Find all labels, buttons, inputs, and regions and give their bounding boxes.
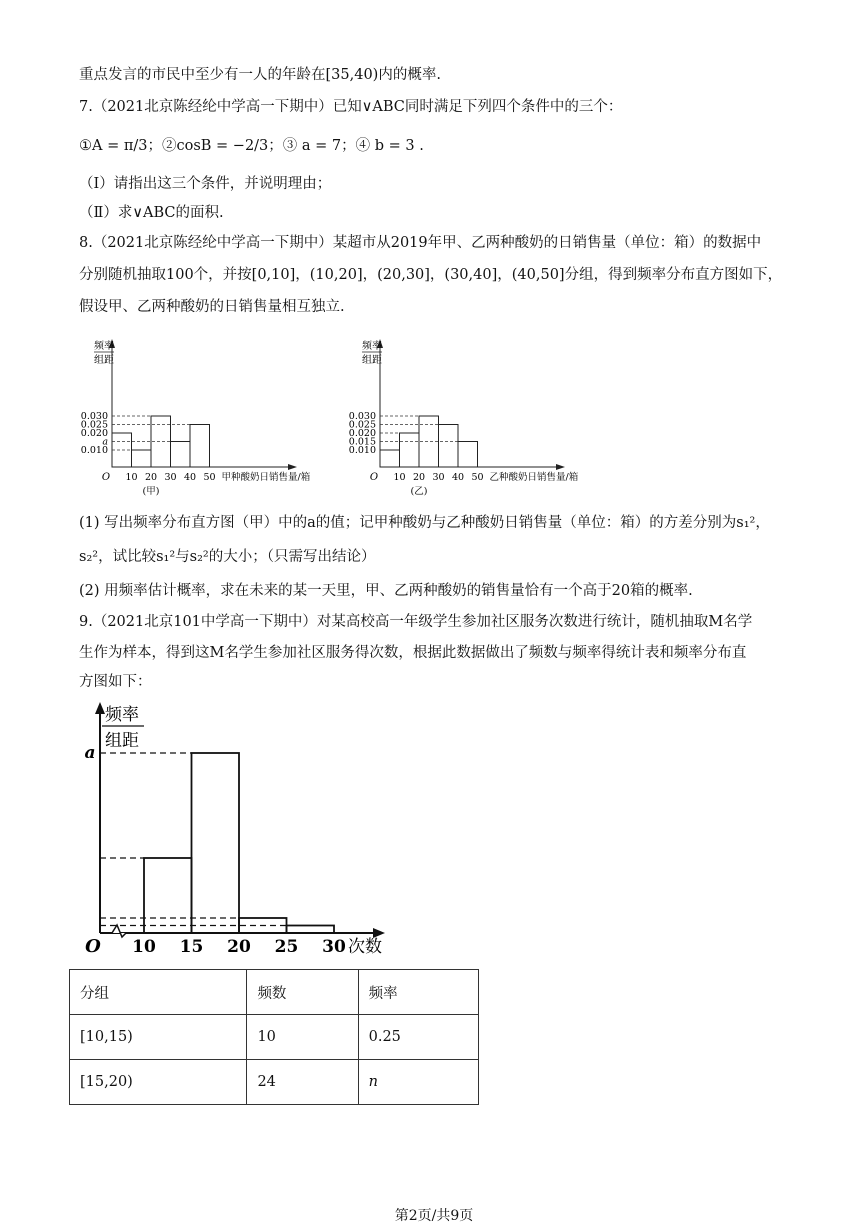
y-tick-label: 0.020 [348, 428, 376, 439]
origin-label: O [101, 472, 111, 483]
histogram-bar [380, 450, 400, 467]
axis-break [112, 925, 126, 937]
question-9-heading: 9.（2021北京101中学高一下期中）对某高校高一年级学生参加社区服务次数进行统计，随机抽取M名学 [79, 614, 753, 630]
histogram-bar [192, 753, 240, 933]
chart-caption: (乙) [410, 486, 428, 497]
table-cell: 10 [247, 1015, 358, 1060]
table-row [70, 1060, 479, 1105]
x-tick-label: 10 [393, 472, 406, 483]
histogram-yi [340, 335, 620, 505]
question-8-line-2: 分别随机抽取100个，并按[0,10]，(10,20]，(20,30]，(30,40]，(40,50]分组，得到频率分布直方图如下， [79, 267, 783, 283]
chart-caption: (甲) [142, 486, 160, 497]
table-cell: [15,20) [70, 1060, 247, 1105]
question-7-part-ii: （Ⅱ）求∨ABC的面积. [79, 205, 224, 221]
x-tick-label: 50 [471, 472, 484, 483]
x-tick-label: 25 [274, 937, 299, 957]
frequency-table [69, 969, 479, 1105]
x-tick-label: 30 [432, 472, 445, 483]
y-tick-label: a [102, 436, 108, 448]
table-header-cell: 频数 [247, 970, 358, 1015]
x-axis-label: 次数 [348, 937, 382, 957]
y-tick-label: 0.020 [80, 428, 108, 439]
x-tick-label: 40 [451, 472, 465, 483]
question-7-conditions: ①A = π/3；②cosB = −2/3；③ a = 7；④ b = 3 . [79, 138, 424, 154]
y-tick-label: 0.010 [348, 445, 376, 456]
y-label-bottom: 组距 [105, 731, 139, 751]
y-axis-arrow [95, 702, 105, 714]
x-axis-label: 乙种酸奶日销售量/箱 [489, 472, 579, 483]
y-label-top: 频率 [94, 341, 114, 352]
table-row [70, 1015, 479, 1060]
question-8-part-2: (2) 用频率估计概率，求在未来的某一天里，甲、乙两种酸奶的销售量恰有一个高于20箱的概率. [79, 583, 693, 599]
y-tick-label: a [84, 743, 96, 763]
y-tick-label: 0.010 [80, 445, 108, 456]
table-cell: n [358, 1060, 478, 1105]
question-7-heading: 7.（2021北京陈经纶中学高一下期中）已知∨ABC同时满足下列四个条件中的三个： [79, 99, 623, 115]
histogram-bar [287, 926, 335, 934]
x-axis-label: 甲种酸奶日销售量/箱 [221, 472, 311, 483]
x-tick-label: 20 [227, 937, 251, 957]
histogram-service-count [75, 700, 405, 962]
y-tick-label: 0.025 [80, 419, 108, 431]
table-cell: [10,15) [70, 1015, 247, 1060]
question-8-line-3: 假设甲、乙两种酸奶的日销售量相互独立. [79, 299, 345, 315]
histogram-bar [132, 450, 152, 467]
histogram-bar [190, 425, 210, 468]
y-label-top: 频率 [105, 705, 139, 725]
y-tick-label: 0.030 [80, 411, 108, 422]
table-header-cell: 频率 [358, 970, 478, 1015]
x-tick-label: 30 [164, 472, 177, 483]
question-7-part-i: （Ⅰ）请指出这三个条件，并说明理由； [79, 176, 332, 192]
table-header-cell: 分组 [70, 970, 247, 1015]
y-label-bottom: 组距 [362, 355, 382, 366]
x-tick-label: 40 [183, 472, 197, 483]
question-9-line-3: 方图如下： [79, 674, 152, 690]
table-cell: 0.25 [358, 1015, 478, 1060]
histogram-bar [458, 442, 478, 468]
y-label-bottom: 组距 [94, 355, 114, 366]
page-footer: 第2页/共9页 [394, 1208, 474, 1224]
text-line: 重点发言的市民中至少有一人的年龄在[35,40)内的概率. [79, 67, 441, 83]
y-tick-label: 0.030 [348, 411, 376, 422]
question-8-heading: 8.（2021北京陈经纶中学高一下期中）某超市从2019年甲、乙两种酸奶的日销售量（单位：箱）的数据中 [79, 235, 762, 251]
table-cell: 24 [247, 1060, 358, 1105]
histogram-bar [171, 442, 191, 468]
question-8-part-1a: (1) 写出频率分布直方图（甲）中的a的值；记甲种酸奶与乙种酸奶日销售量（单位：箱）的方差分别为s₁²， [79, 515, 770, 531]
question-8-part-1b: s₂²，试比较s₁²与s₂²的大小；（只需写出结论） [79, 549, 376, 565]
x-tick-label: 30 [322, 937, 346, 957]
histogram-jia [72, 335, 352, 505]
y-tick-label: 0.015 [348, 436, 376, 448]
x-tick-label: 50 [203, 472, 216, 483]
question-9-line-2: 生作为样本，得到这M名学生参加社区服务得次数，根据此数据做出了频数与频率得统计表和频率分布直 [79, 645, 747, 661]
x-axis-arrow [288, 464, 297, 470]
x-tick-label: 10 [125, 472, 138, 483]
y-label-top: 频率 [362, 341, 382, 352]
histogram-bar [400, 433, 420, 467]
x-axis-arrow [556, 464, 565, 470]
x-tick-label: 20 [144, 472, 158, 483]
x-tick-label: 15 [179, 937, 204, 957]
y-tick-label: 0.025 [348, 419, 376, 431]
table-header-row [70, 970, 479, 1015]
histogram-bar [439, 425, 459, 468]
origin-label: O [85, 936, 101, 957]
origin-label: O [369, 472, 379, 483]
x-tick-label: 20 [412, 472, 426, 483]
x-tick-label: 10 [132, 937, 156, 957]
histogram-bar [144, 858, 192, 933]
